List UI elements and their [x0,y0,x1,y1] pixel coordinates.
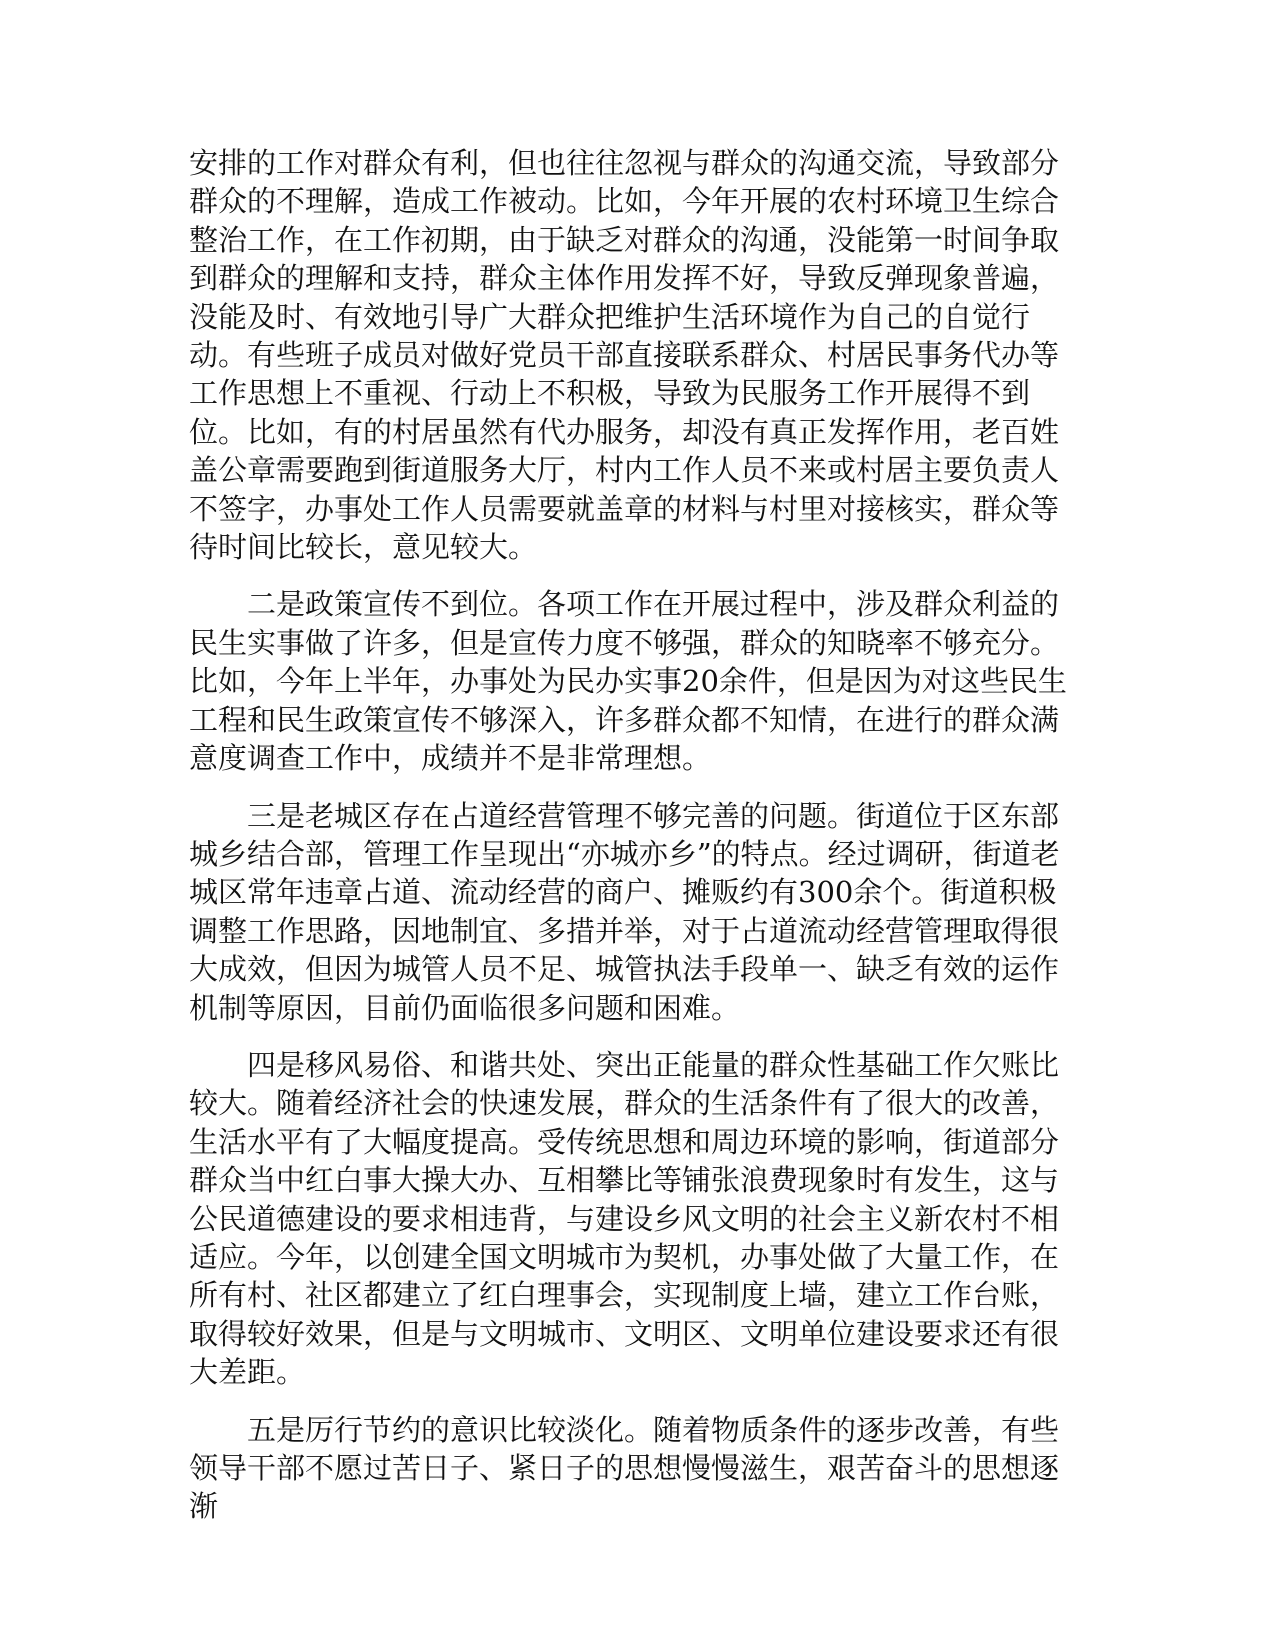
paragraph-frugality: 五是厉行节约的意识比较淡化。随着物质条件的逐步改善，有些领导干部不愿过苦日子、紧日子的思想慢慢滋生，艰苦奋斗的思想逐渐 [189,1412,1060,1524]
paragraph-policy-publicity: 二是政策宣传不到位。各项工作在开展过程中，涉及群众利益的民生实事做了许多，但是宣传力度不够强，群众的知晓率不够充分。比如，今年上半年，办事处为民办实事20余件，但是因为对这些民生工程和民生政策宣传不够深入，许多群众都不知情，在进行的群众满意度调查工作中，成绩并不是非常理想。 [189,587,1067,776]
document-body [189,144,1079,1545]
paragraph-continuation: 安排的工作对群众有利，但也往往忽视与群众的沟通交流，导致部分群众的不理解，造成工作被动。比如，今年开展的农村环境卫生综合整治工作，在工作初期，由于缺乏对群众的沟通，没能第一时间争取到群众的理解和支持，群众主体作用发挥不好，导致反弹现象普遍，没能及时、有效地引导广大群众把维护生活环境作为自己的自觉行动。有些班子成员对做好党员干部直接联系群众、村居民事务代办等工作思想上不重视、行动上不积极，导致为民服务工作开展得不到位。比如，有的村居虽然有代办服务，却没有真正发挥作用，老百姓盖公章需要跑到街道服务大厅，村内工作人员不来或村居主要负责人不签字，办事处工作人员需要就盖章的材料与村里对接核实，群众等待时间比较长，意见较大。 [189,146,1060,565]
paragraph-street-vending: 三是老城区存在占道经营管理不够完善的问题。街道位于区东部城乡结合部，管理工作呈现出“亦城亦乡”的特点。经过调研，街道老城区常年违章占道、流动经营的商户、摊贩约有300余个。街道积极调整工作思路，因地制宜、多措并举，对于占道流动经营管理取得很大成效，但因为城管人员不足、城管执法手段单一、缺乏有效的运作机制等原因，目前仍面临很多问题和困难。 [189,798,1060,1025]
paragraph-customs-reform: 四是移风易俗、和谐共处、突出正能量的群众性基础工作欠账比较大。随着经济社会的快速发展，群众的生活条件有了很大的改善，生活水平有了大幅度提高。受传统思想和周边环境的影响，街道部分群众当中红白事大操大办、互相攀比等铺张浪费现象时有发生，这与公民道德建设的要求相违背，与建设乡风文明的社会主义新农村不相适应。今年，以创建全国文明城市为契机，办事处做了大量工作，在所有村、社区都建立了红白理事会，实现制度上墙，建立工作台账，取得较好效果，但是与文明城市、文明区、文明单位建设要求还有很大差距。 [189,1047,1060,1390]
